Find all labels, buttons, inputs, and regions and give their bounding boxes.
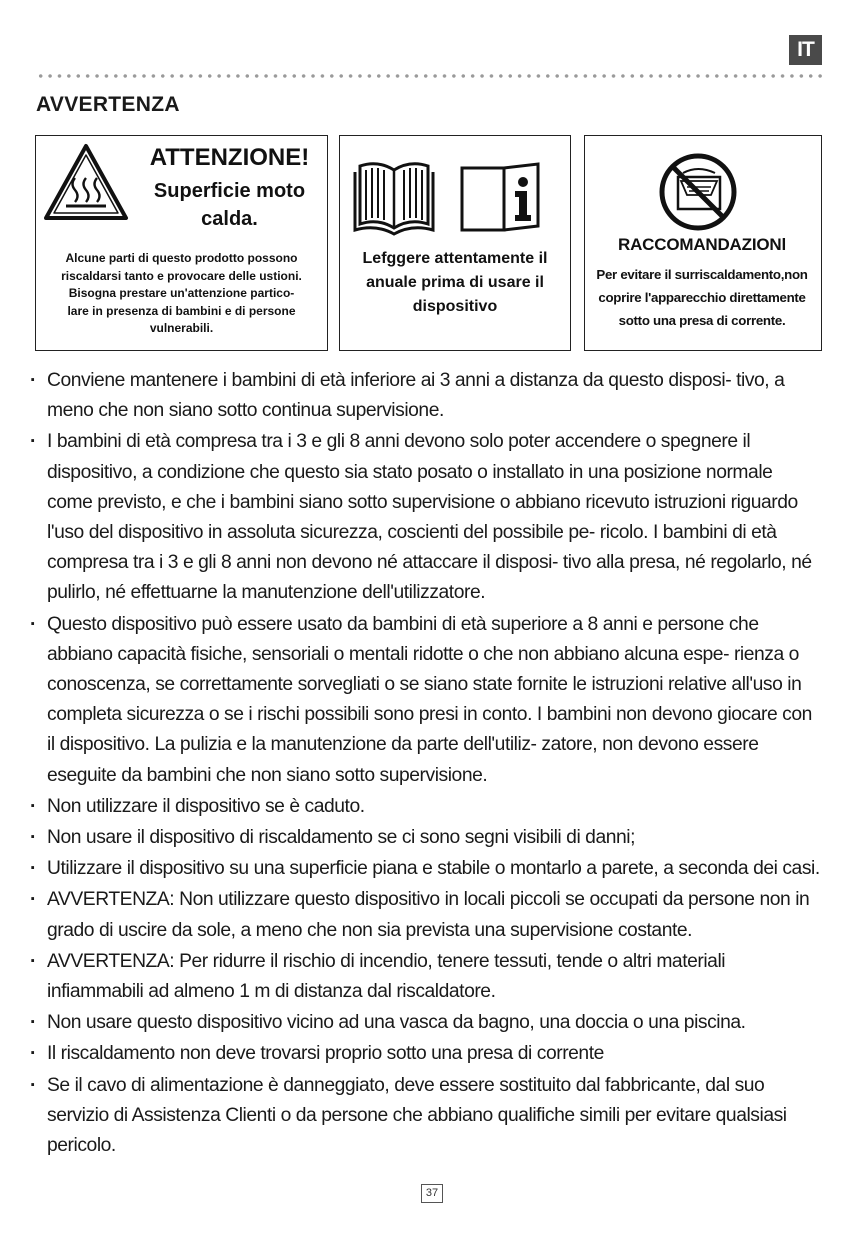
- dotted-divider: [36, 74, 822, 78]
- section-title: AVVERTENZA: [36, 93, 180, 116]
- recommendation-title: RACCOMANDAZIONl: [618, 235, 786, 254]
- open-book-icon: [352, 158, 436, 236]
- recommendation-box: [584, 135, 822, 351]
- bullet-item: · Non usare il dispositivo di riscaldamento se ci sono segni visibili di danni;: [30, 823, 822, 853]
- read-manual-text: Lefggere attentamente il anuale prima di usare il dispositivo: [362, 250, 548, 315]
- warning-title: ATTENZIONE!: [149, 144, 310, 171]
- page-number: 37: [421, 1184, 443, 1203]
- warning-body: Alcune parti di questo prodotto possono riscaldarsi tanto e provocare delle ustioni. Bisogna prestare un'attenzione partico- lare in presenza di bambini e di persone vulnerabili.: [61, 251, 302, 335]
- bullet-item: · Utilizzare il dispositivo su una superficie piana e stabile o montarlo a parete, a seconda dei casi.: [30, 854, 822, 884]
- bullet-item: · Conviene mantenere i bambini di età inferiore ai 3 anni a distanza da questo disposi- tivo, a meno che non siano sotto continua supervisione.: [30, 366, 822, 426]
- bullet-item: · AVVERTENZA: Per ridurre il rischio di incendio, tenere tessuti, tende o altri materiali infiammabili ad almeno 1 m di distanza dal riscaldatore.: [30, 947, 822, 1007]
- hot-surface-warning-box: [35, 135, 328, 351]
- warning-bullet-list: [30, 366, 822, 1162]
- hot-surface-warning-icon: [42, 142, 130, 222]
- info-manual-icon: [458, 160, 544, 236]
- bullet-item: · AVVERTENZA: Non utilizzare questo dispositivo in locali piccoli se occupati da persone non in grado di uscire da sole, a meno che non sia prevista una supervisione costante.: [30, 885, 822, 945]
- bullet-item: · Questo dispositivo può essere usato da bambini di età superiore a 8 anni e persone che abbiano capacità fisiche, sensoriali o mentali ridotte o che non abbiano alcuna espe- rienza o conoscenza, se correttamente sorvegliati o se siano state fornite le istruzioni relative all'uso in completa sicurezza o se i rischi possibili sono presi in conto. I bambini non devono giocare con il dispositivo. La pulizia e la manutenzione da parte dell'utiliz- zatore, non devono essere eseguite da bambini che non siano sotto supervisione.: [30, 610, 822, 791]
- bullet-item: · Non usare questo dispositivo vicino ad una vasca da bagno, una doccia o una piscina.: [30, 1008, 822, 1038]
- read-manual-box: [339, 135, 571, 351]
- language-badge: IT: [789, 35, 822, 65]
- bullet-item: · Non utilizzare il dispositivo se è caduto.: [30, 792, 822, 822]
- bullet-item: · I bambini di età compresa tra i 3 e gli 8 anni devono solo poter accendere o spegnere il dispositivo, a condizione che questo sia stato posato o installato in una posizione normale come previsto, e che i bambini siano sotto supervisione o abbiano ricevuto istruzioni riguardo l'uso del dispositivo in assoluta sicurezza, coscienti del possibile pe- ricolo. I bambini di età compresa tra i 3 e gli 8 anni non devono né attaccare il disposi- tivo alla presa, né regolarlo, né pulirlo, né effettuarne la manutenzione dell'utilizzatore.: [30, 427, 822, 608]
- bullet-item: · Il riscaldamento non deve trovarsi proprio sotto una presa di corrente: [30, 1039, 822, 1069]
- do-not-cover-icon: [657, 151, 739, 233]
- bullet-item: · Se il cavo di alimentazione è danneggiato, deve essere sostituito dal fabbricante, dal suo servizio di Assistenza Clienti o da persone che abbiano qualifiche simili per evitare qualsiasi pericolo.: [30, 1071, 822, 1162]
- warning-subtitle: Superficie moto calda.: [153, 180, 306, 230]
- recommendation-body: Per evitare il surriscaldamento,non coprire l'apparecchio direttamente sotto una presa di corrente.: [596, 267, 808, 328]
